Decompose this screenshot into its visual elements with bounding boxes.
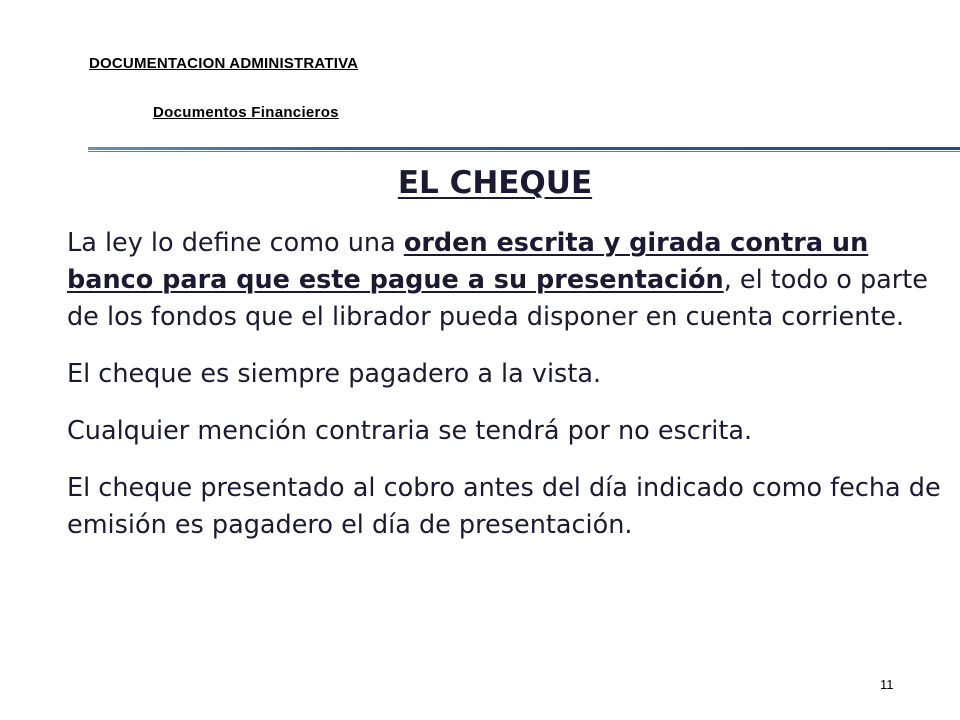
- definition-prefix: La ley lo define como una: [67, 228, 404, 258]
- header-divider: [88, 147, 960, 153]
- slide-body: [67, 225, 947, 564]
- definition-emphasis: orden escrita y girada contra un banco para que este pague a su presentación: [67, 228, 869, 295]
- contrary-mention-paragraph: Cualquier mención contraria se tendrá por no escrita.: [67, 416, 753, 446]
- section-heading: DOCUMENTACION ADMINISTRATIVA: [89, 55, 359, 72]
- definition-suffix: , el todo o parte de los fondos que el librador pueda disponer en cuenta corriente.: [67, 265, 928, 332]
- sight-payable-paragraph: El cheque es siempre pagadero a la vista.: [67, 359, 602, 389]
- definition-paragraph: [67, 225, 947, 336]
- divider-line-primary: [88, 147, 960, 150]
- early-presentation-paragraph: El cheque presentado al cobro antes del día indicado como fecha de emisión es pagadero el día de presentación.: [67, 473, 941, 540]
- subsection-heading: Documentos Financieros: [153, 104, 339, 121]
- page-number: 11: [880, 677, 894, 692]
- slide-title: EL CHEQUE: [397, 165, 593, 201]
- divider-line-secondary: [88, 151, 960, 152]
